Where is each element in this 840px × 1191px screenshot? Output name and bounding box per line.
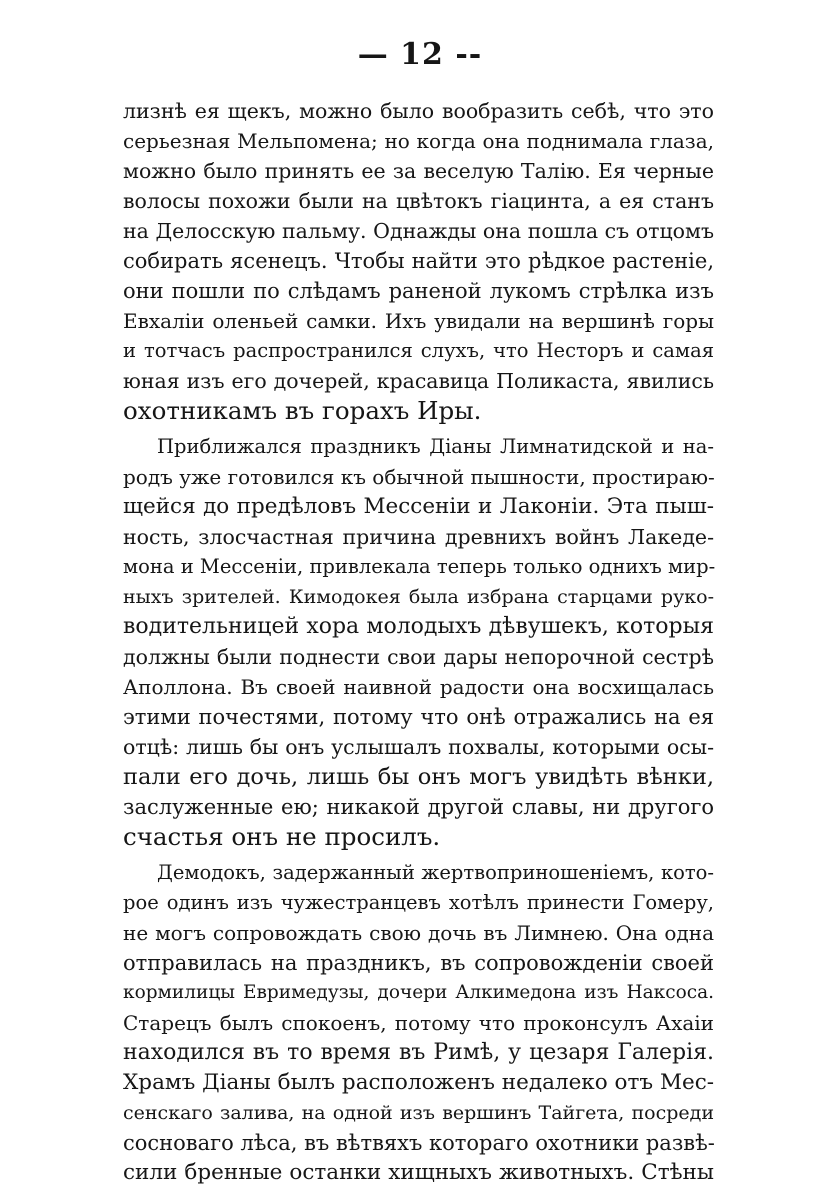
text-line: на Делосскую пальму. Однажды она пошла съ отцомъ <box>123 219 714 243</box>
text-line: можно было принять ее за веселую Талію. Ея черные <box>123 159 714 183</box>
text-line: родъ уже готовился къ обычной пышности, простираю- <box>123 465 715 489</box>
text-line: должны были поднести свои дары непорочной сестрѣ <box>123 645 714 669</box>
text-line: сили бренные останки хищныхъ животныхъ. Стѣны <box>123 1160 714 1185</box>
text-line: Аполлона. Въ своей наивной радости она восхищалась <box>123 675 714 699</box>
paragraph-first-line: Демодокъ, задержанный жертвоприношеніемъ, кото- <box>157 861 714 884</box>
text-line: водительницей хора молодыхъ дѣвушекъ, которыя <box>123 614 714 639</box>
page-number-header: — 12 -- <box>357 37 483 72</box>
paragraph-first-line: Приближался праздникъ Діаны Лимнатидской и на- <box>157 435 714 458</box>
text-line: находился въ то время въ Римѣ, у цезаря Галерія. <box>123 1040 714 1065</box>
text-line: ныхъ зрителей. Кимодокея была избрана старцами руко- <box>123 586 714 608</box>
text-line: мона и Мессеніи, привлекала теперь только однихъ мир- <box>123 555 716 578</box>
text-line: заслуженные ею; никакой другой славы, ни другого <box>123 795 714 819</box>
text-line: этими почестями, потому что онѣ отражались на ея <box>123 705 714 729</box>
text-line: они пошли по слѣдамъ раненой лукомъ стрѣлка изъ <box>123 279 714 303</box>
paragraph-end-line: охотникамъ въ горахъ Иры. <box>123 396 482 425</box>
text-line: щейся до предѣловъ Мессеніи и Лаконіи. Эта пыш- <box>123 494 714 519</box>
text-line: серьезная Мельпомена; но когда она поднимала глаза, <box>123 129 714 153</box>
text-line: кормилицы Евримедузы, дочери Алкимедона изъ Наксоса. <box>123 982 714 1003</box>
text-line: Старецъ былъ спокоенъ, потому что проконсулъ Ахаіи <box>123 1011 714 1035</box>
text-line: сосноваго лѣса, въ вѣтвяхъ котораго охотники развѣ- <box>123 1131 715 1155</box>
text-line: и тотчасъ распространился слухъ, что Несторъ и самая <box>123 339 714 362</box>
paragraph-end-line: счастья онъ не просилъ. <box>123 822 441 851</box>
text-line: Евхалiи оленьей самки. Ихъ увидали на вершинѣ горы <box>123 309 714 333</box>
text-line: ность, злосчастная причина древнихъ войнъ Лакеде- <box>123 525 714 549</box>
text-line: рое одинъ изъ чужестранцевъ хотѣлъ принести Гомеру, <box>123 891 714 914</box>
text-line: отцѣ: лишь бы онъ услышалъ похвалы, которыми осы- <box>123 735 714 759</box>
text-line: пали его дочь, лишь бы онъ могъ увидѣть вѣнки, <box>123 764 714 790</box>
text-line: собирать ясенецъ. Чтобы найти это рѣдкое растеніе, <box>123 249 714 273</box>
text-line: сенскаго залива, на одной изъ вершинъ Тайгета, посреди <box>123 1102 714 1124</box>
text-line: волосы похожи были на цвѣтокъ гіацинта, а ея станъ <box>123 189 714 213</box>
text-line: Храмъ Діаны былъ расположенъ недалеко отъ Мес- <box>123 1070 714 1095</box>
text-line: лизнѣ ея щекъ, можно было вообразить себѣ, что это <box>123 99 714 123</box>
text-line: не могъ сопровождать свою дочь въ Лимнею. Она одна <box>123 921 714 945</box>
text-line: юная изъ его дочерей, красавица Поликаста, явились <box>123 369 714 393</box>
text-line: отправилась на праздникъ, въ сопровожденіи своей <box>123 951 714 975</box>
